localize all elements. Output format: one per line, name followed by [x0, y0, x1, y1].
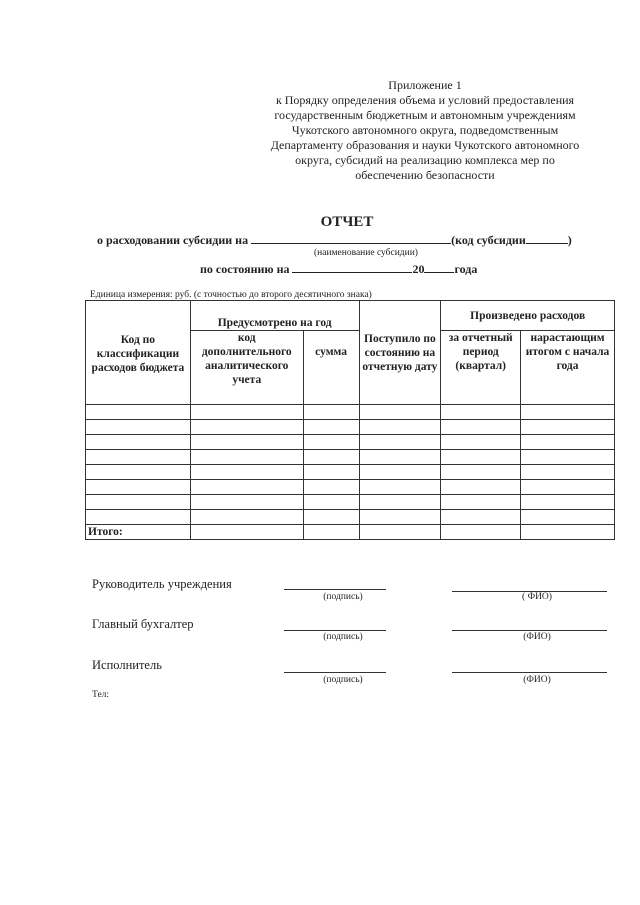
date-blank[interactable]	[292, 261, 412, 273]
appendix-block	[250, 78, 600, 183]
appendix-line: к Порядку определения объема и условий предоставления	[275, 93, 575, 107]
subsidy-code-blank[interactable]	[526, 232, 568, 244]
signature-caption: (подпись)	[323, 632, 363, 642]
table-row	[86, 480, 615, 495]
table-row	[86, 465, 615, 480]
units-note: Единица измерения: руб. (с точностью до второго десятичного знака)	[90, 290, 372, 300]
signature-role: Руководитель учреждения	[92, 577, 232, 591]
col-planned-code-header: код дополнительного аналитического учета	[190, 331, 303, 405]
signature-line[interactable]	[284, 629, 386, 631]
year-blank[interactable]	[424, 261, 454, 273]
col-planned-sum-header: сумма	[303, 331, 359, 405]
signature-caption: (подпись)	[323, 592, 363, 602]
subsidy-close: )	[567, 233, 572, 247]
appendix-line: округа, субсидий на реализацию комплекса мер по	[295, 153, 555, 167]
subsidy-name-note: (наименование субсидии)	[314, 248, 418, 258]
date-suffix: года	[454, 262, 478, 276]
subsidy-code-label: (код субсидии	[451, 233, 526, 247]
col-code-header: Код по классификации расходов бюджета	[86, 301, 191, 405]
table-row	[86, 405, 615, 420]
col-planned-header: Предусмотрено на год	[190, 301, 359, 331]
table-row	[86, 435, 615, 450]
table-row	[86, 510, 615, 525]
appendix-line: государственным бюджетным и автономным учреждениям	[274, 108, 576, 122]
signature-role: Исполнитель	[92, 658, 162, 672]
name-caption: (ФИО)	[523, 675, 551, 685]
total-label: Итого:	[86, 525, 191, 540]
table-row	[86, 420, 615, 435]
col-spent-total-header: нарастающим итогом с начала года	[521, 331, 615, 405]
table-row	[86, 450, 615, 465]
subsidy-line	[97, 232, 572, 248]
subsidy-prefix: о расходовании субсидии на	[97, 233, 249, 247]
name-caption: (ФИО)	[523, 632, 551, 642]
total-row	[86, 525, 615, 540]
name-caption: ( ФИО)	[522, 592, 552, 602]
signature-caption: (подпись)	[323, 675, 363, 685]
signature-line[interactable]	[284, 588, 386, 590]
subsidy-name-blank[interactable]	[251, 232, 451, 244]
appendix-line: Департаменту образования и науки Чукотского автономного	[270, 138, 580, 152]
tel-label: Тел:	[92, 690, 110, 700]
appendix-line: Приложение 1	[388, 78, 462, 92]
report-table	[85, 300, 615, 540]
col-spent-period-header: за отчетный период (квартал)	[441, 331, 521, 405]
appendix-line: Чукотского автономного округа, подведомственным	[291, 123, 559, 137]
name-line[interactable]	[452, 629, 607, 631]
date-year: 20	[412, 262, 425, 276]
signature-line[interactable]	[284, 671, 386, 673]
signature-role: Главный бухгалтер	[92, 617, 194, 631]
appendix-line: обеспечению безопасности	[355, 168, 495, 182]
name-line[interactable]	[452, 671, 607, 673]
date-line	[200, 261, 477, 277]
col-spent-header: Произведено расходов	[441, 301, 615, 331]
report-title: ОТЧЕТ	[320, 214, 374, 230]
col-received-header: Поступило по состоянию на отчетную дату	[359, 301, 441, 405]
date-prefix: по состоянию на	[200, 262, 290, 276]
table-row	[86, 495, 615, 510]
